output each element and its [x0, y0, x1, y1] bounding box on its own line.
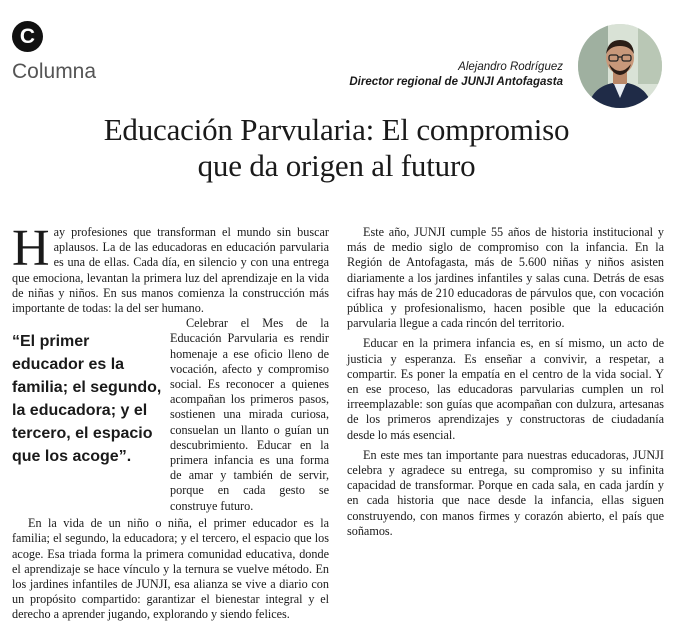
author-avatar [578, 24, 662, 108]
author-photo [578, 24, 662, 108]
paragraph-celebration: Celebrar el Mes de la Educación Parvularia es rendir homenaje a ese oficio lleno de vocación, afecto y compromiso social. Es reconocer a quienes acompañan los primeros pasos, sostienen una mirada curiosa, consuelan un llanto o guían un descubrimiento. Educar en la primera infancia es una forma de amar y también de servir, porque en cada gesto se construye futuro. [170, 316, 329, 513]
paragraph-anniversary: Este año, JUNJI cumple 55 años de historia institucional y más de medio siglo de compromiso con la infancia. En la Región de Antofagasta, más de 5.600 niñas y niños asisten diariamente a los jardines infantiles y salas cuna. Detrás de esas cifras hay más de 210 educadoras de párvulos que, con vocación pública y profesionalismo, hacen posible que la educación parvularia llegue a cada rincón del territorio. [347, 225, 664, 331]
section-label: Columna [12, 60, 97, 83]
article-title-line2: que da origen al futuro [197, 148, 476, 183]
article-title [40, 112, 633, 184]
paragraph-justice: Educar en la primera infancia es, en sí mismo, un acto de justicia y esperanza. Es enseñar a convivir, a respetar, a compartir. Es poner la empatía en el centro de la vida social. Y en ese proceso, las educadoras parvularias cumplen un rol irreemplazable: son guías que acompañan con dulzura, artesanas de los primeros aprendizajes y constructoras de ciudadanía desde lo más esencial. [347, 336, 664, 442]
paragraph-triad: En la vida de un niño o niña, el primer educador es la familia; el segundo, la educadora; y el tercero, el espacio que los acoge. Esa triada forma la primera comunidad educativa, donde el aprendizaje se hace vínculo y la ternura se vuelve método. En los jardines infantiles de JUNJI, esa alianza se vive a diario con un propósito compartido: garantizar el bienestar integral y el derecho a aprender jugando, explorando y siendo felices. [12, 516, 329, 622]
author-block [349, 60, 563, 90]
pull-quote-box [12, 316, 162, 516]
author-role: Director regional de JUNJI Antofagasta [349, 76, 563, 88]
author-name: Alejandro Rodríguez [458, 61, 563, 73]
column-badge-icon: C [12, 21, 43, 52]
article-title-line1: Educación Parvularia: El compromiso [103, 112, 570, 147]
pull-quote: “El primer educador es la familia; el segundo, la educadora; y el tercero, el espacio que los acoge”. [12, 333, 162, 466]
paragraph-closing: En este mes tan importante para nuestras educadoras, JUNJI celebra y agradece su entrega, su compromiso y su infinita capacidad de transformar. Porque en cada sala, en cada jardín y en cada historia que nace desde la infancia, ellas siguen construyendo, con manos firmes y corazón abierto, el país que soñamos. [347, 447, 664, 538]
paragraph-intro-text: ay profesiones que transforman el mundo sin buscar aplausos. La de las educadoras en educación parvularia es una de ellas. Cada día, en silencio y con una entrega que emociona, levantan la primera luz del aprendizaje en la vida de niñas y niños. En sus manos comienza la construcción más importante de todas: la del ser humano. [12, 225, 329, 316]
article-column-right [347, 225, 664, 539]
article-column-left [12, 220, 329, 623]
drop-cap: H [12, 220, 50, 277]
paragraph-intro [12, 220, 329, 316]
